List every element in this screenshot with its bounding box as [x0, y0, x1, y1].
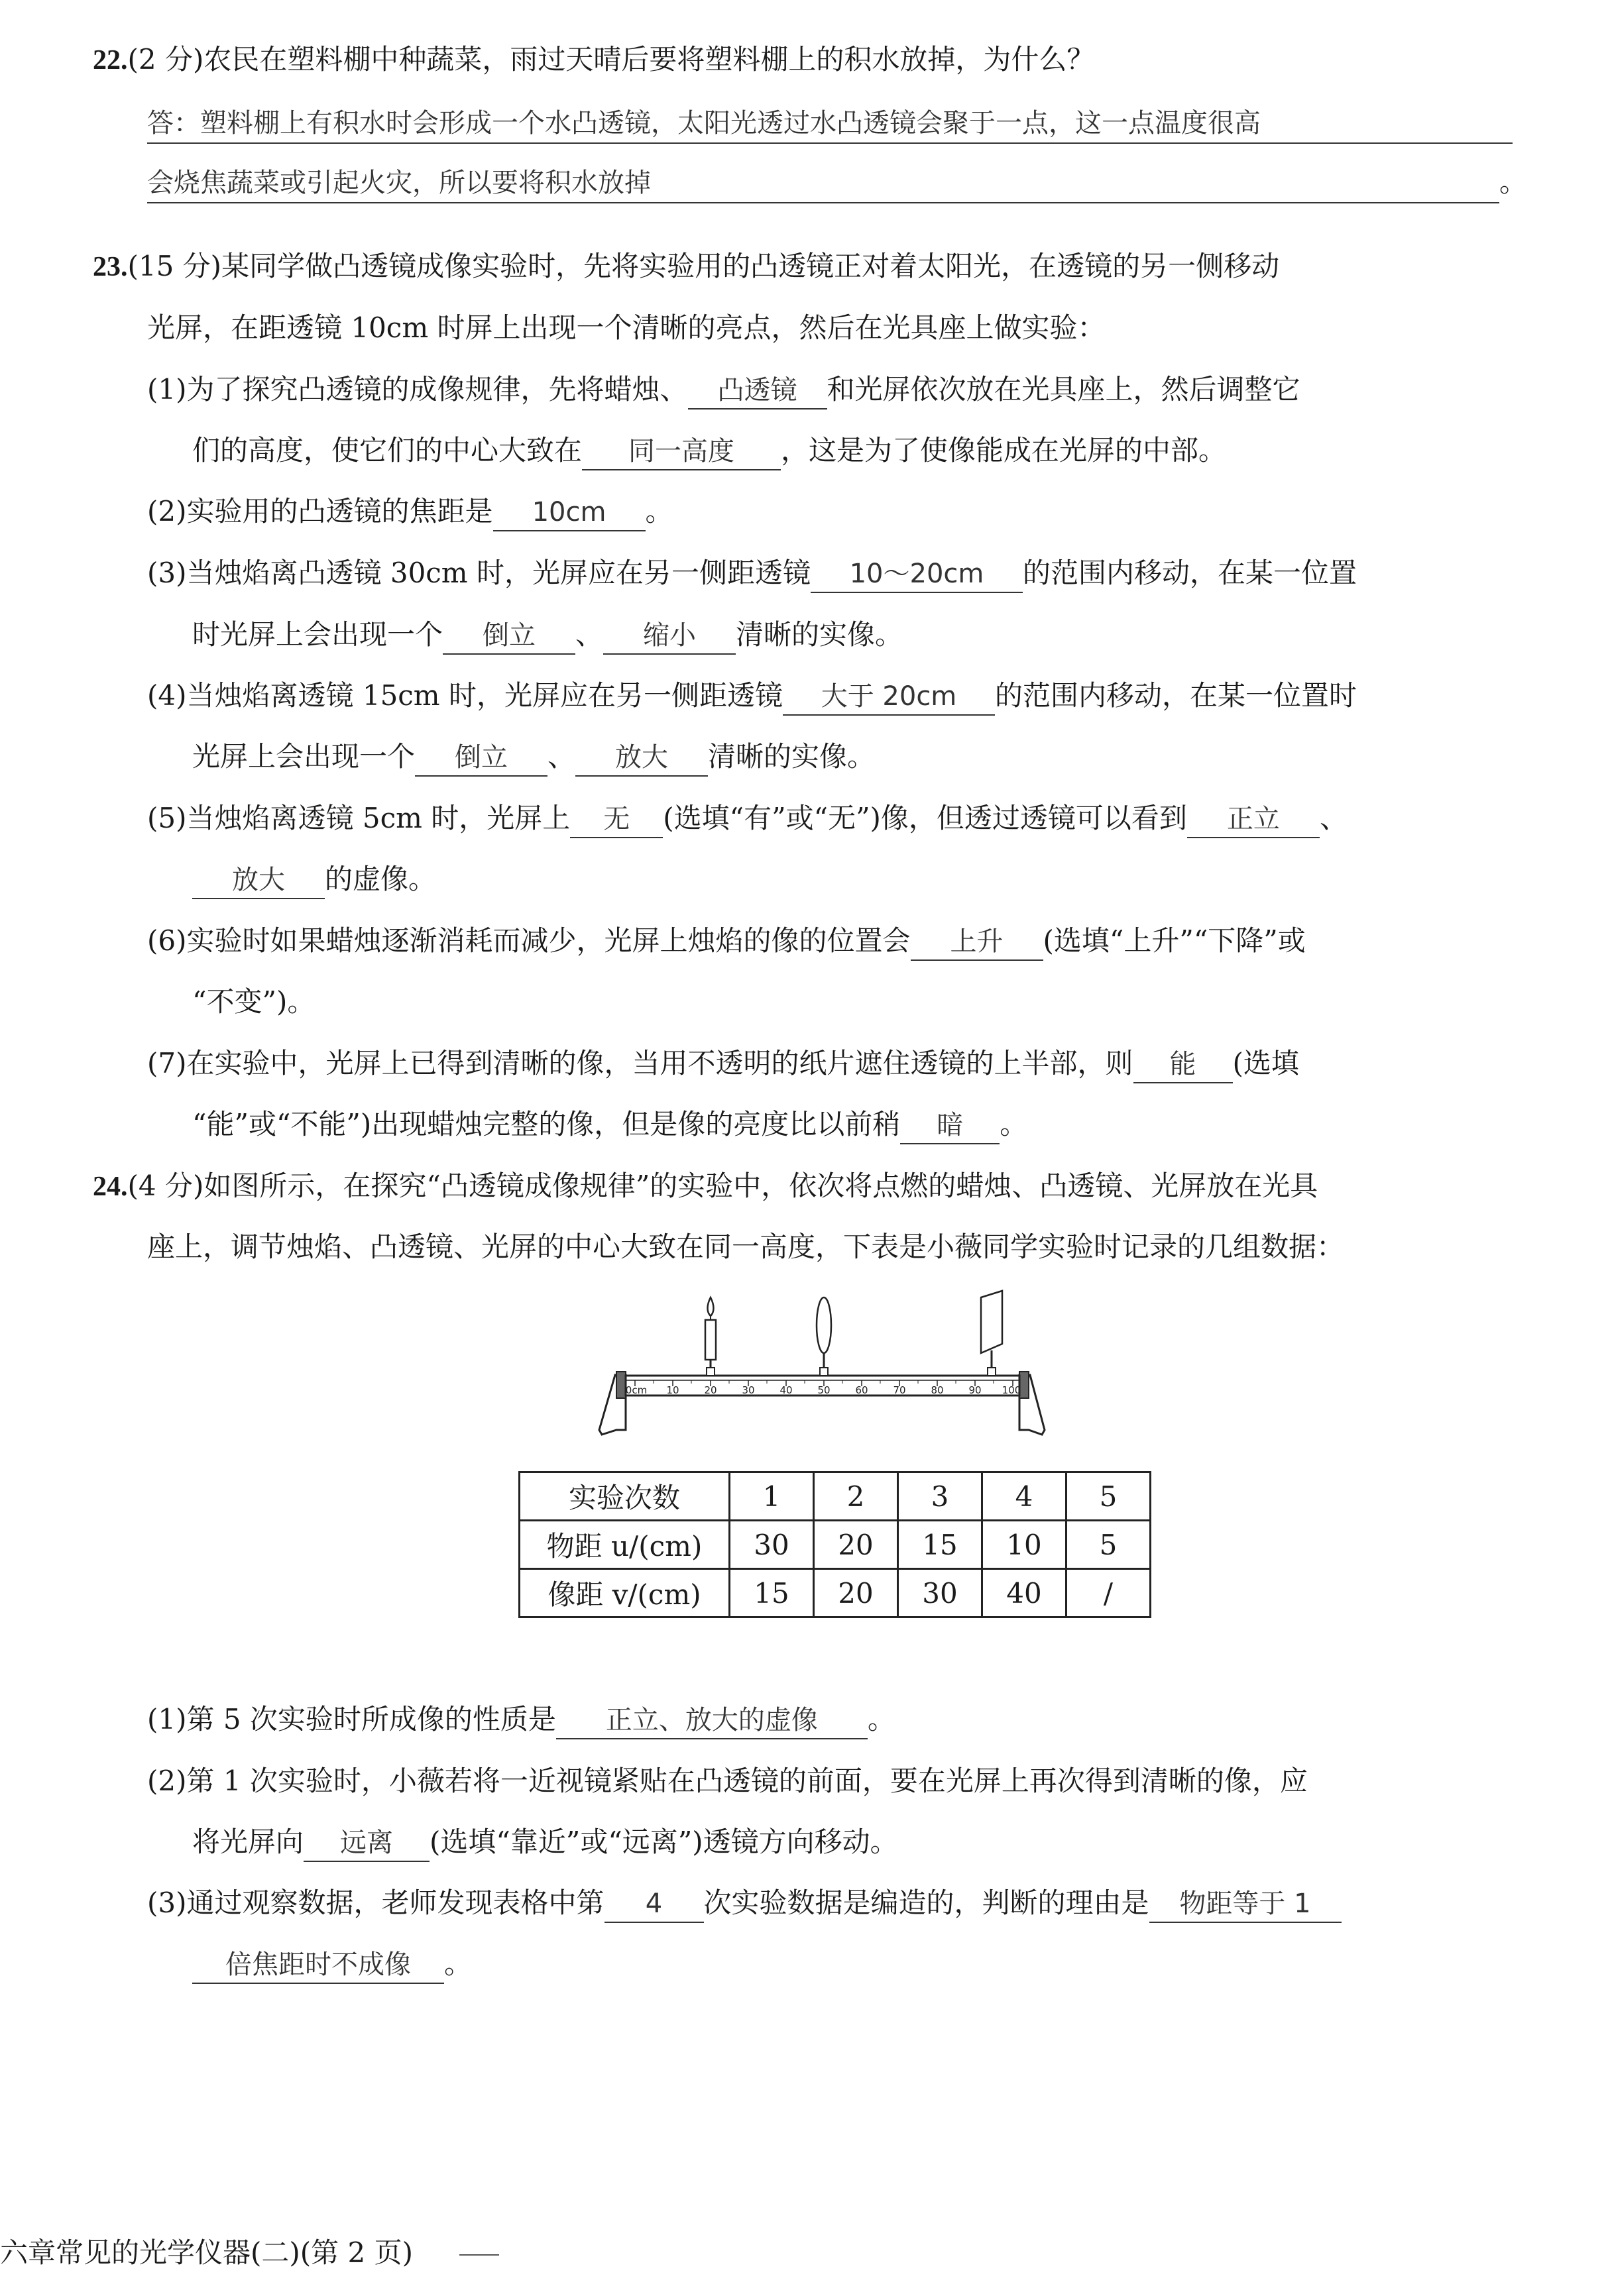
- q23-p5-text-c: 、: [1319, 802, 1348, 834]
- table-header-cell: 实验次数: [520, 1472, 730, 1521]
- table-cell: 15: [730, 1569, 814, 1617]
- q23-p1-line2: [192, 431, 1226, 470]
- q24-p1-answer: 正立、放大的虚像: [556, 1702, 868, 1739]
- q24-p2-text-c: (选填“靠近”或“远离”)透镜方向移动。: [430, 1826, 898, 1858]
- table-cell: 20: [814, 1521, 898, 1569]
- q23-p5-text-d: 的虚像。: [325, 863, 437, 895]
- q23-p2-answer: 10cm: [493, 494, 646, 531]
- q22-answer-2: 会烧焦蔬菜或引起火灾，所以要将积水放掉: [147, 164, 1499, 203]
- q24-p2-text-b: 将光屏向: [192, 1826, 304, 1858]
- table-cell: 30: [898, 1569, 982, 1617]
- footer-dash: [459, 2254, 499, 2256]
- q23-p1-text-b: 和光屏依次放在光具座上，然后调整它: [827, 373, 1300, 406]
- q23-p2-text-b: 。: [645, 495, 673, 527]
- q22-number: 22.: [93, 45, 128, 76]
- q23-p3-answer-2: 倒立: [443, 618, 575, 655]
- table-row: [520, 1472, 1151, 1521]
- q23-p4-answer-2: 倒立: [415, 739, 547, 777]
- table-cell: 5: [1066, 1521, 1151, 1569]
- q24-stem-line1: [93, 1166, 1318, 1207]
- table-cell: 5: [1066, 1472, 1151, 1521]
- q22-stem-line: [93, 40, 1094, 80]
- q22-answer-1: 答：塑料棚上有积水时会形成一个水凸透镜，太阳光透过水凸透镜会聚于一点，这一点温度很高: [147, 104, 1513, 144]
- q23-p3-text-d: 、: [575, 618, 604, 651]
- ruler-label-0: 0cm: [625, 1384, 648, 1396]
- q23-stem1: (15 分)某同学做凸透镜成像实验时，先将实验用的凸透镜正对着太阳光，在透镜的另一侧移动: [127, 250, 1280, 282]
- q24-stem1: (4 分)如图所示，在探究“凸透镜成像规律”的实验中，依次将点燃的蜡烛、凸透镜、光屏放在光具: [127, 1170, 1318, 1202]
- q24-stem-line2: [147, 1227, 1344, 1267]
- convex-lens-icon: [817, 1297, 831, 1376]
- q24-p3-answer-2b: 倍焦距时不成像: [192, 1947, 444, 1984]
- q23-p3-line1: [147, 553, 1357, 593]
- q24-p2-text-a: (2)第 1 次实验时，小薇若将一近视镜紧贴在凸透镜的前面，要在光屏上再次得到清晰的像，应: [147, 1765, 1308, 1797]
- q24-p1-text-a: (1)第 5 次实验时所成像的性质是: [147, 1703, 556, 1735]
- page-footer: [0, 2233, 499, 2273]
- q23-p5-text-b: (选填“有”或“无”)像，但透过透镜可以看到: [663, 802, 1187, 834]
- q24-p3-text-a: (3)通过观察数据，老师发现表格中第: [147, 1886, 604, 1919]
- ruler-label-20: 20: [704, 1384, 717, 1396]
- table-cell: 1: [730, 1472, 814, 1521]
- ruler-label-50: 50: [817, 1384, 831, 1396]
- q23-p1-line1: [147, 370, 1300, 410]
- ruler-label-100: 100: [1002, 1384, 1021, 1396]
- table-cell: 10: [982, 1521, 1066, 1569]
- table-cell: 20: [814, 1569, 898, 1617]
- table-cell: 15: [898, 1521, 982, 1569]
- ruler-label-80: 80: [931, 1384, 944, 1396]
- q23-number: 23.: [93, 252, 128, 282]
- q23-p7-answer-1: 能: [1133, 1046, 1233, 1083]
- q23-p5-line1: [147, 798, 1348, 838]
- q23-p1-text-c: 们的高度，使它们的中心大致在: [192, 434, 583, 466]
- light-screen-icon: [981, 1291, 1002, 1376]
- q23-p1-text-a: (1)为了探究凸透镜的成像规律，先将蜡烛、: [147, 373, 688, 406]
- table-cell: 2: [814, 1472, 898, 1521]
- q23-p4-line2: [192, 737, 875, 777]
- experiment-data-table: [518, 1471, 1151, 1618]
- table-cell: 3: [898, 1472, 982, 1521]
- q23-p4-text-b: 的范围内移动，在某一位置时: [995, 679, 1357, 712]
- ruler-label-60: 60: [855, 1384, 868, 1396]
- q23-stem-line2: [147, 308, 1106, 348]
- q22-end: 。: [1499, 166, 1528, 198]
- q23-p4-text-d: 、: [547, 740, 576, 773]
- q23-p1-answer-1: 凸透镜: [688, 372, 827, 410]
- optical-bench-diagram: [597, 1285, 1047, 1451]
- table-row: [520, 1521, 1151, 1569]
- footer-text: 六章常见的光学仪器(二)(第 2 页): [0, 2236, 413, 2269]
- q24-p3-line1: [147, 1883, 1342, 1923]
- q23-p7-text-b: (选填: [1232, 1047, 1299, 1079]
- q23-p6-text-b: (选填“上升”“下降”或: [1043, 924, 1306, 957]
- q23-p7-text-d: 。: [1000, 1108, 1028, 1140]
- table-row: [520, 1569, 1151, 1617]
- q24-p2-line2: [192, 1822, 898, 1862]
- q23-stem2: 光屏，在距透镜 10cm 时屏上出现一个清晰的亮点，然后在光具座上做实验：: [147, 311, 1106, 344]
- q23-p6-answer: 上升: [911, 924, 1043, 961]
- q22-stem: (2 分)农民在塑料棚中种蔬菜，雨过天晴后要将塑料棚上的积水放掉，为什么？: [127, 43, 1095, 76]
- q23-p7-answer-2: 暗: [900, 1107, 1000, 1144]
- q23-p3-text-b: 的范围内移动，在某一位置: [1023, 557, 1357, 589]
- candle-icon: [705, 1297, 716, 1376]
- q23-p3-line2: [192, 615, 903, 655]
- q23-p6-text-a: (6)实验时如果蜡烛逐渐消耗而减少，光屏上烛焰的像的位置会: [147, 924, 911, 957]
- q22-answer-line2: [147, 162, 1527, 203]
- q24-p2-answer: 远离: [304, 1825, 430, 1862]
- q23-p1-text-d: ，这是为了使像能成在光屏的中部。: [781, 434, 1227, 466]
- q23-p2-line: [147, 492, 673, 531]
- q23-p5-line2: [192, 859, 436, 899]
- q24-p3-answer-1: 4: [604, 1886, 704, 1923]
- q24-p3-text-c: 。: [444, 1947, 473, 1980]
- q23-p7-line2: [192, 1105, 1027, 1144]
- table-header-cell: 像距 v/(cm): [520, 1569, 730, 1617]
- table-cell: 30: [730, 1521, 814, 1569]
- q23-p3-text-a: (3)当烛焰离凸透镜 30cm 时，光屏应在另一侧距透镜: [147, 557, 811, 589]
- table-header-cell: 物距 u/(cm): [520, 1521, 730, 1569]
- ruler-label-30: 30: [742, 1384, 755, 1396]
- q23-p4-answer-3: 放大: [575, 739, 708, 777]
- q23-p5-answer-2: 正立: [1187, 801, 1320, 838]
- q23-p3-answer-1: 10～20cm: [811, 556, 1023, 593]
- q23-p7-text-a: (7)在实验中，光屏上已得到清晰的像，当用不透明的纸片遮住透镜的上半部，则: [147, 1047, 1133, 1079]
- q24-p1-line: [147, 1700, 895, 1739]
- q23-p4-text-c: 光屏上会出现一个: [192, 740, 416, 773]
- q24-p2-line1: [147, 1761, 1308, 1801]
- ruler-label-70: 70: [893, 1384, 906, 1396]
- q24-p3-answer-2a: 物距等于 1: [1149, 1886, 1342, 1923]
- q24-p3-line2: [192, 1944, 472, 1984]
- q23-p4-text-a: (4)当烛焰离透镜 15cm 时，光屏应在另一侧距透镜: [147, 679, 783, 712]
- ruler-label-90: 90: [968, 1384, 982, 1396]
- q23-p3-answer-3: 缩小: [603, 618, 736, 655]
- q23-p1-answer-2: 同一高度: [582, 433, 781, 470]
- q23-p3-text-c: 时光屏上会出现一个: [192, 618, 443, 651]
- q23-p2-text-a: (2)实验用的凸透镜的焦距是: [147, 495, 493, 527]
- q24-p1-text-b: 。: [867, 1703, 895, 1735]
- q23-p5-text-a: (5)当烛焰离透镜 5cm 时，光屏上: [147, 802, 571, 834]
- q23-p4-answer-1: 大于 20cm: [783, 679, 995, 716]
- ruler-label-40: 40: [779, 1384, 793, 1396]
- q23-stem-line1: [93, 246, 1279, 287]
- q23-p5-answer-1: 无: [570, 801, 663, 838]
- table-cell: 4: [982, 1472, 1066, 1521]
- q23-p3-text-e: 清晰的实像。: [736, 618, 903, 651]
- q24-number: 24.: [93, 1172, 128, 1202]
- q23-p6-text-c: “不变”)。: [192, 985, 316, 1018]
- table-cell: /: [1066, 1569, 1151, 1617]
- ruler-label-10: 10: [666, 1384, 679, 1396]
- q24-stem2: 座上，调节烛焰、凸透镜、光屏的中心大致在同一高度，下表是小薇同学实验时记录的几组数据：: [147, 1230, 1345, 1263]
- q23-p6-line2: [192, 982, 315, 1022]
- q23-p7-line1: [147, 1044, 1299, 1083]
- q24-p3-text-b: 次实验数据是编造的，判断的理由是: [703, 1886, 1149, 1919]
- q23-p4-line1: [147, 676, 1357, 716]
- q23-p5-answer-3: 放大: [192, 862, 325, 899]
- q23-p7-text-c: “能”或“不能”)出现蜡烛完整的像，但是像的亮度比以前稍: [192, 1108, 901, 1140]
- bench-left-post: [616, 1372, 626, 1398]
- q22-answer-line1: [147, 103, 1513, 144]
- table-cell: 40: [982, 1569, 1066, 1617]
- q23-p6-line1: [147, 921, 1306, 961]
- q23-p4-text-e: 清晰的实像。: [708, 740, 876, 773]
